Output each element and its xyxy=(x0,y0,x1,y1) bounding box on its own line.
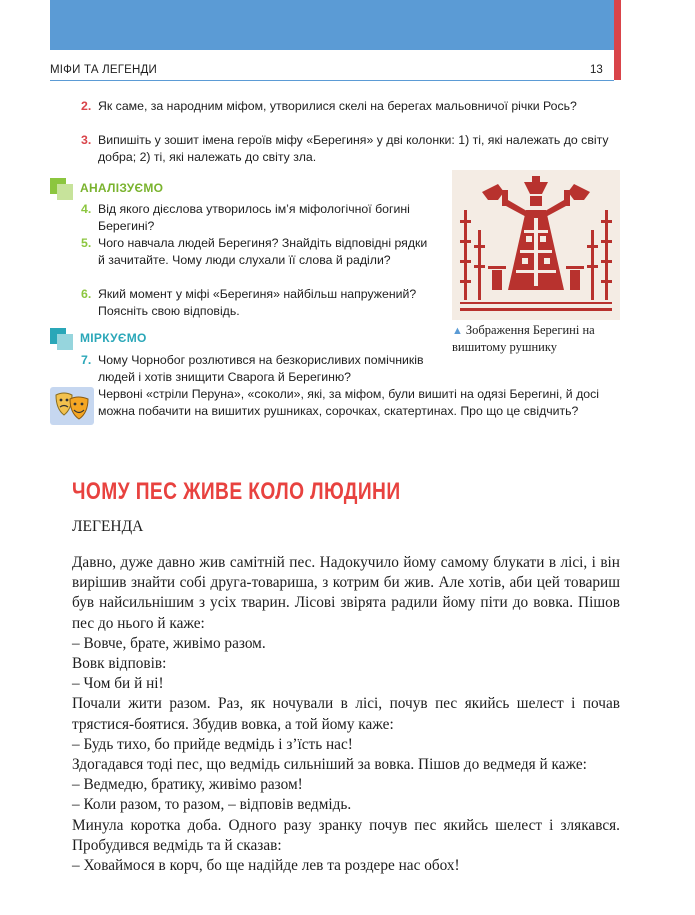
genre-label: ЛЕГЕНДА xyxy=(72,518,144,535)
question-number: 2. xyxy=(81,99,92,113)
question-text: Від якого дієслова утворилось ім’я міфологічної богині Берегині? xyxy=(98,202,410,233)
question-6 xyxy=(81,286,433,320)
story-paragraph: – Будь тихо, бо прийде ведмідь і з’їсть нас! xyxy=(72,735,353,753)
question-2 xyxy=(81,98,620,115)
question-text: Червоні «стріли Перуна», «соколи», які, за міфом, були вишиті на одязі Берегині, й досі можна побачити на вишитих рушниках, сорочках, скатертинах. Про що це свідчить? xyxy=(98,387,599,418)
question-text: Чому Чорнобог розлютився на безкорисливих помічників людей і хотів знищити Сварога й Берегиню? xyxy=(98,353,424,384)
header-divider xyxy=(50,80,614,81)
story-title: ЧОМУ ПЕС ЖИВЕ КОЛО ЛЮДИНИ xyxy=(72,478,401,505)
question-number: 6. xyxy=(81,287,92,301)
light-teal-square-icon xyxy=(57,334,73,350)
question-text: Випишіть у зошит імена героїв міфу «Берегиня» у дві колонки: 1) ті, які належать до світу добра; 2) ті, які належать до світу зла. xyxy=(98,133,609,164)
question-text: Чого навчала людей Берегиня? Знайдіть відповідні рядки й зачитайте. Чому люди слухали її слова й раділи? xyxy=(98,236,428,267)
question-text: Як саме, за народним міфом, утворилися скелі на берегах мальовничої річки Рось? xyxy=(98,99,577,113)
story-paragraph: Минула коротка доба. Одного разу зранку почув пес якийсь шелест і злякався. Пробудився ведмідь та й сказав: xyxy=(72,816,620,854)
story-text xyxy=(72,553,620,876)
berehynia-embroidery-image xyxy=(452,170,620,320)
question-7 xyxy=(81,352,433,386)
question-number: 7. xyxy=(81,353,92,367)
story-paragraph: Вовк відповів: xyxy=(72,655,167,673)
story-paragraph: – Чом би й ні! xyxy=(72,675,164,693)
question-4 xyxy=(81,201,433,235)
question-5 xyxy=(81,235,433,269)
story-paragraph: – Вовче, брате, живімо разом. xyxy=(72,634,266,652)
caption-text: Зображення Берегині на вишитому рушнику xyxy=(452,323,595,354)
header-band xyxy=(50,0,614,50)
blue-triangle-icon: ▲ xyxy=(452,325,463,337)
figure-caption xyxy=(452,322,622,355)
story-paragraph: Почали жити разом. Раз, як ночували в лісі, почув пес якийсь шелест і почав трястися-боятися. Збудив вовка, а той йому каже: xyxy=(72,695,620,733)
question-8 xyxy=(98,386,620,420)
question-number: 4. xyxy=(81,202,92,216)
story-paragraph: – Коли разом, то разом, – відповів ведмідь. xyxy=(72,796,352,814)
analyze-label: АНАЛІЗУЄМО xyxy=(80,181,164,195)
story-paragraph: – Ведмедю, братику, живімо разом! xyxy=(72,776,303,794)
page-number: 13 xyxy=(590,64,603,76)
question-text: Який момент у міфі «Берегиня» найбільш напружений? Поясніть свою відповідь. xyxy=(98,287,417,318)
story-paragraph: Здогадався тоді пес, що ведмідь сильніший за вовка. Пішов до ведмедя й каже: xyxy=(72,756,587,774)
story-paragraph: – Ховаймося в корч, бо ще надійде лев та роздере нас обох! xyxy=(72,857,460,875)
story-paragraph: Давно, дуже давно жив самітній пес. Надокучило йому самому блукати в лісі, і він вирішив знайти собі друга-товариша, з котрим би жив. Але хотів, аби цей товариш був найсильнішим з усіх тварин. Лісові звірята радили йому піти до вовка. Пішов пес до нього й каже: xyxy=(72,554,620,632)
question-number: 3. xyxy=(81,133,92,147)
question-number: 5. xyxy=(81,236,92,250)
section-title: МІФИ ТА ЛЕГЕНДИ xyxy=(50,64,157,76)
think-label: МІРКУЄМО xyxy=(80,331,147,345)
question-3 xyxy=(81,132,620,166)
header-accent-bar xyxy=(614,0,621,80)
theatre-masks-icon xyxy=(50,387,94,425)
light-green-square-icon xyxy=(57,184,73,200)
